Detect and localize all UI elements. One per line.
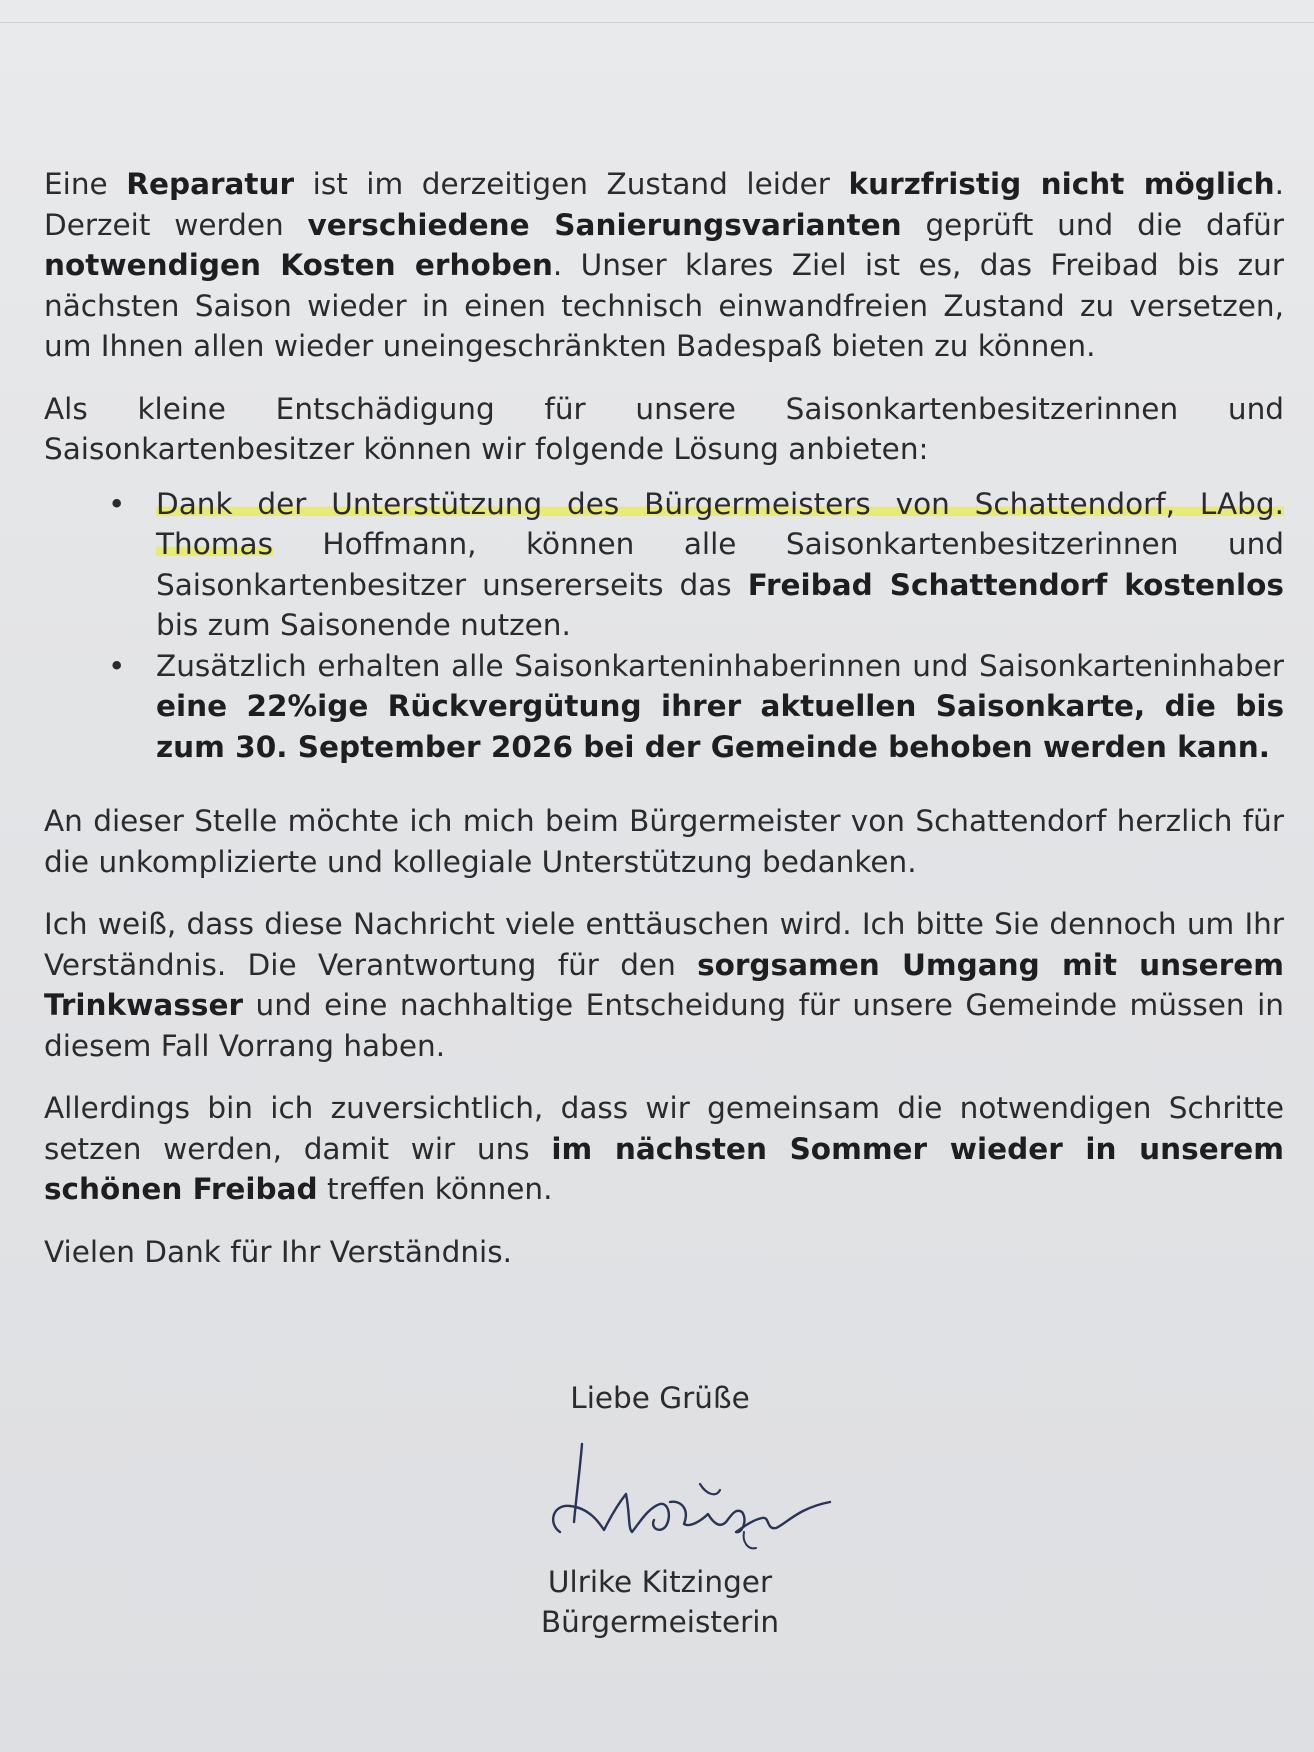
handwritten-signature <box>530 1424 840 1554</box>
paragraph-repair: Eine Reparatur ist im derzeitigen Zustand leider kurzfristig nicht möglich. Derzeit werden verschiedene Sanierungsvarianten geprüft und die dafür notwendigen Kosten erhoben. Unser klares Ziel ist es, das Freibad bis zur nächsten Saison wieder in einen technisch einwandfreien Zustand zu versetzen, um Ihnen allen wieder uneingeschränkten Badespaß bieten zu können. <box>44 167 1284 363</box>
paragraph-understanding: Ich weiß, dass diese Nachricht viele enttäuschen wird. Ich bitte Sie dennoch um Ihr Verständnis. Die Verantwortung für den sorgsamen Umgang mit unserem Trinkwasser und eine nachhaltige Entscheidung für unsere Gemeinde müssen in diesem Fall Vorrang haben. <box>44 907 1284 1063</box>
signature-block <box>460 1378 860 1642</box>
list-item-free-entry: • Dank der Unterstützung des Bürgermeisters von Schattendorf, LAbg. Thomas Hoffmann, können alle Saisonkartenbesitzerinnen und Saisonkartenbesitzer unsererseits das Freibad Schattendorf kostenlos bis zum Saisonende nutzen. <box>156 484 1284 646</box>
compensation-list <box>44 484 1284 768</box>
greeting: Liebe Grüße <box>570 1381 750 1415</box>
paragraph-closing: Vielen Dank für Ihr Verständnis. <box>44 1234 512 1269</box>
letter-body <box>44 164 1284 1294</box>
highlighted-text: Dank der Unterstützung des Bürgermeisters von Schattendorf, LAbg. Thomas <box>156 486 1284 561</box>
paragraph-thanks-mayor: An dieser Stelle möchte ich mich beim Bürgermeister von Schattendorf herzlich für die unkomplizierte und kollegiale Unterstützung bedanken. <box>44 804 1284 879</box>
top-edge-line <box>0 22 1314 23</box>
paragraph-confidence: Allerdings bin ich zuversichtlich, dass wir gemeinsam die notwendigen Schritte setzen werden, damit wir uns im nächsten Sommer wieder in unserem schönen Freibad treffen können. <box>44 1091 1284 1206</box>
list-item-refund: • Zusätzlich erhalten alle Saisonkarteninhaberinnen und Saisonkarteninhaber eine 22%ige Rückvergütung ihrer aktuellen Saisonkarte, die bis zum 30. September 2026 bei der Gemeinde behoben werden kann. <box>156 646 1284 768</box>
signer-name: Ulrike Kitzinger <box>547 1565 773 1599</box>
paragraph-compensation: Als kleine Entschädigung für unsere Saisonkartenbesitzerinnen und Saisonkartenbesitzer können wir folgende Lösung anbieten: <box>44 391 1284 466</box>
signer-title: Bürgermeisterin <box>540 1605 780 1639</box>
